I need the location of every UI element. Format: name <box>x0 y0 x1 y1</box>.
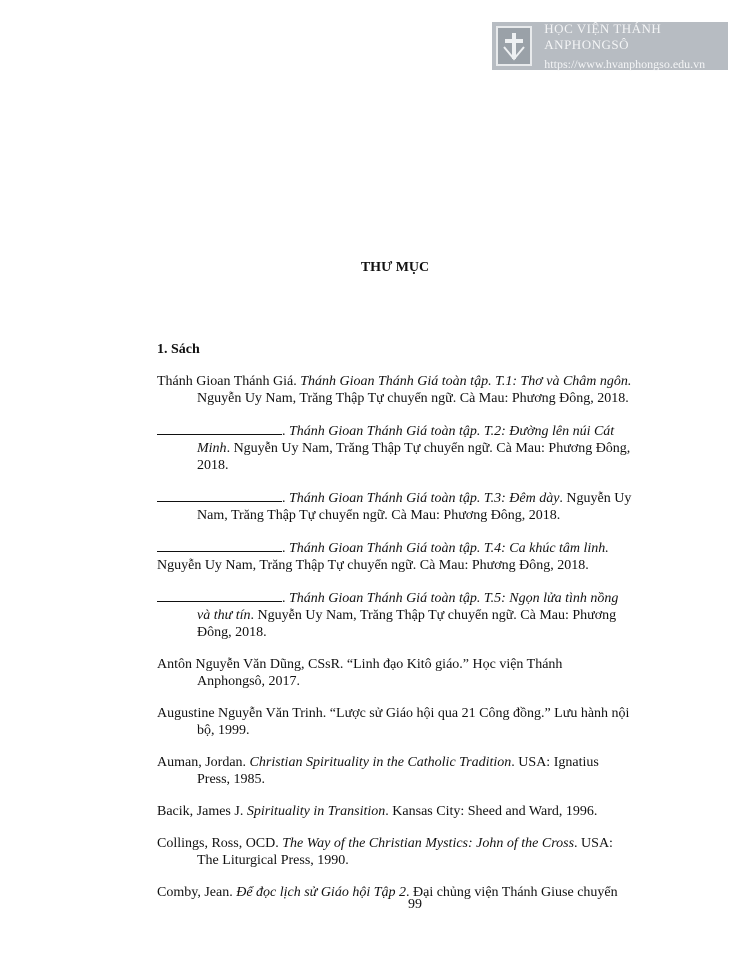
bibliography-entry <box>157 589 632 641</box>
entry-title: The Way of the Christian Mystics: John of the Cross <box>282 836 575 851</box>
entry-text: . Nguyễn Uy Nam, Trăng Thập Tự chuyển ngữ. Cà Mau: Phương Đông, 2018. <box>197 441 631 473</box>
watermark-text <box>544 21 728 72</box>
entry-text: . <box>282 424 289 439</box>
watermark-banner <box>492 22 728 70</box>
entry-text: Augustine Nguyễn Văn Trinh. “Lược sử Giáo hội qua 21 Công đồng.” Lưu hành nội bộ, 1999. <box>157 706 630 738</box>
entry-title: Thánh Gioan Thánh Giá toàn tập. T.3: Đêm dày <box>289 491 560 506</box>
entry-title: Spirituality in Transition <box>246 804 386 819</box>
bibliography-entry <box>157 422 632 474</box>
repeat-author-dash <box>157 489 282 502</box>
bibliography-entry <box>157 754 632 788</box>
entry-text: . <box>282 591 289 606</box>
section-heading: 1. Sách <box>157 342 200 357</box>
entry-text: Comby, Jean. <box>157 885 237 900</box>
entry-title: Thánh Gioan Thánh Giá toàn tập. T.5: Ngọn lửa tình nồng và thư tín <box>197 591 619 623</box>
entry-title: Để đọc lịch sử Giáo hội Tập 2 <box>236 885 406 900</box>
entry-text: Antôn Nguyễn Văn Dũng, CSsR. “Linh đạo Kitô giáo.” Học viện Thánh Anphongsô, 2017. <box>157 657 563 689</box>
bibliography-entry <box>157 803 632 820</box>
entry-text: Nguyễn Uy Nam, Trăng Thập Tự chuyển ngữ. Cà Mau: Phương Đông, 2018. <box>157 558 589 573</box>
bibliography-entry <box>157 539 632 574</box>
repeat-author-dash <box>157 539 282 552</box>
entry-title: Thánh Gioan Thánh Giá toàn tập. T.4: Ca khúc tâm linh. <box>289 541 609 556</box>
repeat-author-dash <box>157 589 282 602</box>
watermark-name: HỌC VIỆN THÁNH ANPHONGSÔ <box>544 20 662 52</box>
bibliography-entry <box>157 373 632 407</box>
entry-title: Thánh Gioan Thánh Giá toàn tập. T.1: Thơ và Châm ngôn. <box>300 374 632 389</box>
page-number: 99 <box>408 897 422 912</box>
page-title: THƯ MỤC <box>360 260 430 275</box>
entry-text: . Nguyễn Uy Nam, Trăng Thập Tự chuyển ngữ. Cà Mau: Phương Đông, 2018. <box>197 491 632 523</box>
entry-text: . USA: The Liturgical Press, 1990. <box>197 836 613 868</box>
watermark-url: https://www.hvanphongso.edu.vn <box>544 56 706 71</box>
entry-text: . Đại chủng viện Thánh Giuse chuyển <box>406 885 618 900</box>
seminary-logo-icon <box>496 26 532 66</box>
entry-text: . <box>282 491 289 506</box>
entry-text: Thánh Gioan Thánh Giá. <box>157 374 301 389</box>
entry-title: Thánh Gioan Thánh Giá toàn tập. T.2: Đường lên núi Cát Minh <box>197 424 615 456</box>
entry-text: Nguyễn Uy Nam, Trăng Thập Tự chuyển ngữ. Cà Mau: Phương Đông, 2018. <box>197 391 629 406</box>
bibliography-entry <box>157 489 632 524</box>
bibliography-entry <box>157 835 632 869</box>
bibliography-entry <box>157 705 632 739</box>
entry-text: Auman, Jordan. <box>157 755 250 770</box>
bibliography-list <box>157 373 632 916</box>
entry-text: Collings, Ross, OCD. <box>157 836 283 851</box>
entry-text: . USA: Ignatius Press, 1985. <box>197 755 599 787</box>
entry-text: . <box>282 541 289 556</box>
entry-text: . Kansas City: Sheed and Ward, 1996. <box>385 804 598 819</box>
entry-text: Bacik, James J. <box>157 804 247 819</box>
entry-text: . Nguyễn Uy Nam, Trăng Thập Tự chuyển ngữ. Cà Mau: Phương Đông, 2018. <box>197 608 617 640</box>
repeat-author-dash <box>157 422 282 435</box>
entry-title: Christian Spirituality in the Catholic Tradition <box>249 755 512 770</box>
bibliography-entry <box>157 656 632 690</box>
